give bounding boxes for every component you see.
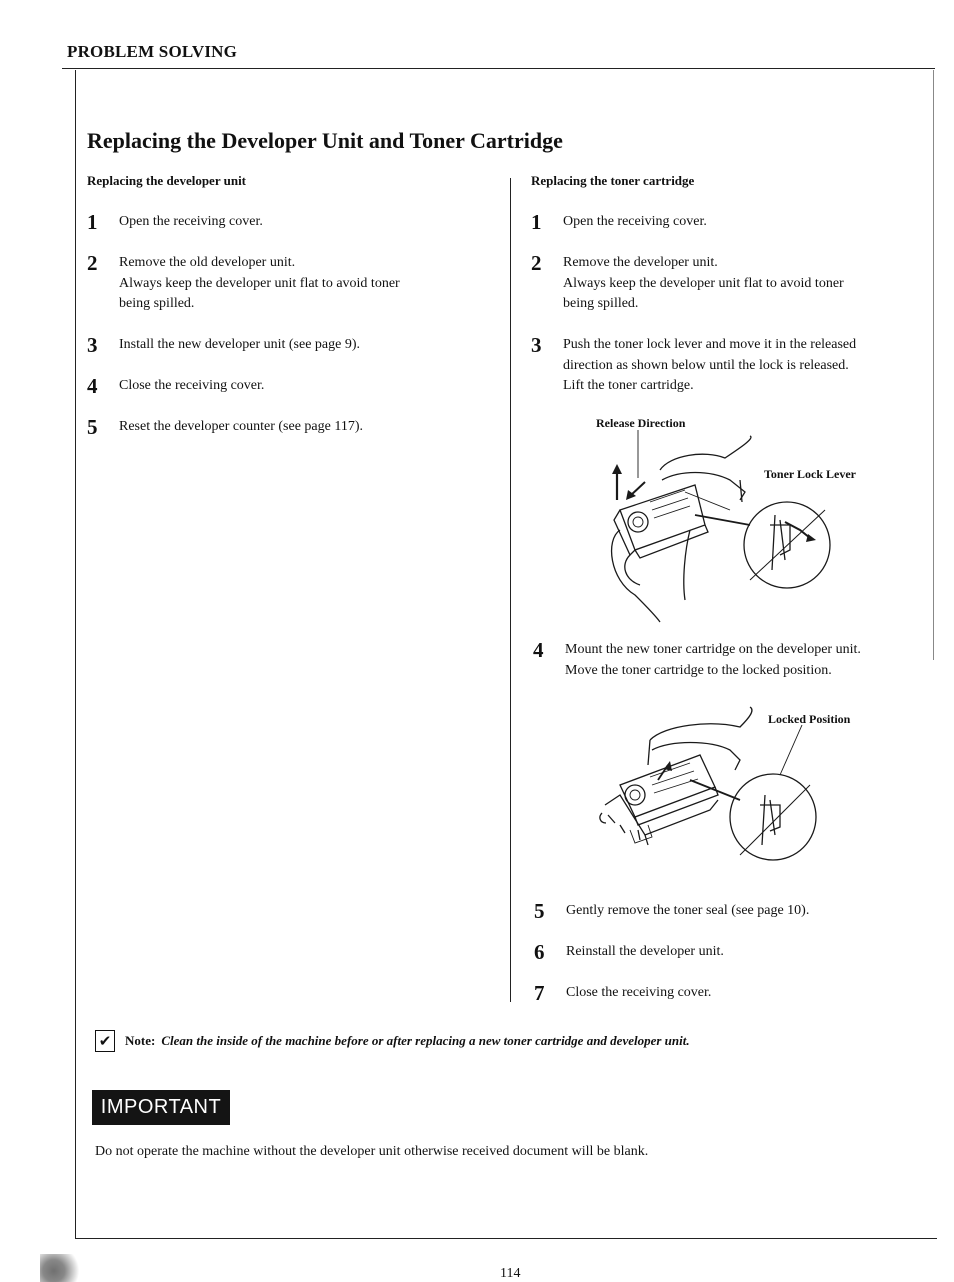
step-number: 5 — [534, 899, 545, 923]
important-badge: IMPORTANT — [92, 1090, 230, 1125]
step-text: Push the toner lock lever and move it in the released — [563, 337, 857, 352]
step-number: 5 — [87, 415, 98, 439]
left-step-5 — [87, 417, 363, 438]
toner-lock-lever-label: Toner Lock Lever — [764, 467, 856, 481]
step-text: being spilled. — [119, 296, 195, 311]
step-text: Gently remove the toner seal (see page 10). — [566, 903, 810, 918]
step-number: 3 — [87, 333, 98, 357]
important-text: Do not operate the machine without the developer unit otherwise received document will be blank. — [95, 1144, 649, 1159]
step-text: Always keep the developer unit flat to avoid toner — [119, 275, 400, 291]
note — [95, 1030, 690, 1052]
release-direction-label: Release Direction — [596, 416, 686, 430]
step-text: being spilled. — [563, 296, 639, 311]
toner-locked-illustration-icon — [590, 705, 830, 875]
locked-position-label: Locked Position — [768, 712, 851, 726]
toner-release-illustration-icon — [590, 430, 850, 630]
step-text: Close the receiving cover. — [119, 378, 265, 393]
step-text: Close the receiving cover. — [566, 985, 712, 1000]
left-step-1 — [87, 212, 263, 233]
step-number: 2 — [87, 251, 98, 275]
right-step-5 — [534, 901, 809, 922]
right-step-4 — [533, 640, 861, 681]
step-text: direction as shown below until the lock is released. — [563, 357, 849, 373]
left-step-3 — [87, 335, 360, 356]
step-text: Reset the developer counter (see page 117). — [119, 419, 363, 434]
section-title: PROBLEM SOLVING — [67, 42, 238, 61]
left-step-4 — [87, 376, 264, 397]
step-text: Move the toner cartridge to the locked position. — [565, 662, 832, 678]
right-column-heading: Replacing the toner cartridge — [531, 173, 695, 188]
frame-left-border — [75, 70, 76, 1239]
step-text: Always keep the developer unit flat to avoid toner — [563, 275, 844, 291]
right-step-6 — [534, 942, 724, 963]
right-step-2 — [531, 253, 844, 315]
step-text: Install the new developer unit (see page 9). — [119, 337, 361, 352]
scan-artifact — [40, 1254, 86, 1282]
right-step-7 — [534, 983, 711, 1004]
step-number: 1 — [87, 210, 98, 234]
step-text: Remove the old developer unit. — [119, 255, 296, 270]
page-number: 114 — [500, 1266, 521, 1281]
step-text: Remove the developer unit. — [563, 255, 718, 270]
step-text: Lift the toner cartridge. — [563, 378, 694, 393]
left-column-heading: Replacing the developer unit — [87, 173, 247, 188]
column-divider — [510, 178, 511, 1002]
step-text: Reinstall the developer unit. — [566, 944, 724, 959]
step-number: 6 — [534, 940, 545, 964]
left-step-2 — [87, 253, 400, 315]
right-step-3 — [531, 335, 856, 397]
step-number: 2 — [531, 251, 542, 275]
note-text: Clean the inside of the machine before or after replacing a new toner cartridge and developer unit. — [161, 1033, 690, 1048]
checkmark-icon: ✔ — [95, 1030, 115, 1052]
frame-right-border — [933, 70, 934, 660]
step-number: 4 — [87, 374, 98, 398]
header-rule — [62, 68, 935, 69]
note-label: Note: — [125, 1033, 156, 1048]
step-number: 7 — [534, 981, 545, 1005]
frame-bottom-rule — [75, 1238, 937, 1239]
right-step-1 — [531, 212, 707, 233]
step-number: 1 — [531, 210, 542, 234]
step-text: Open the receiving cover. — [563, 214, 707, 229]
step-text: Mount the new toner cartridge on the developer unit. — [565, 642, 861, 657]
page-title: Replacing the Developer Unit and Toner Cartridge — [87, 128, 563, 153]
step-number: 3 — [531, 333, 542, 357]
step-number: 4 — [533, 638, 544, 662]
step-text: Open the receiving cover. — [119, 214, 263, 229]
